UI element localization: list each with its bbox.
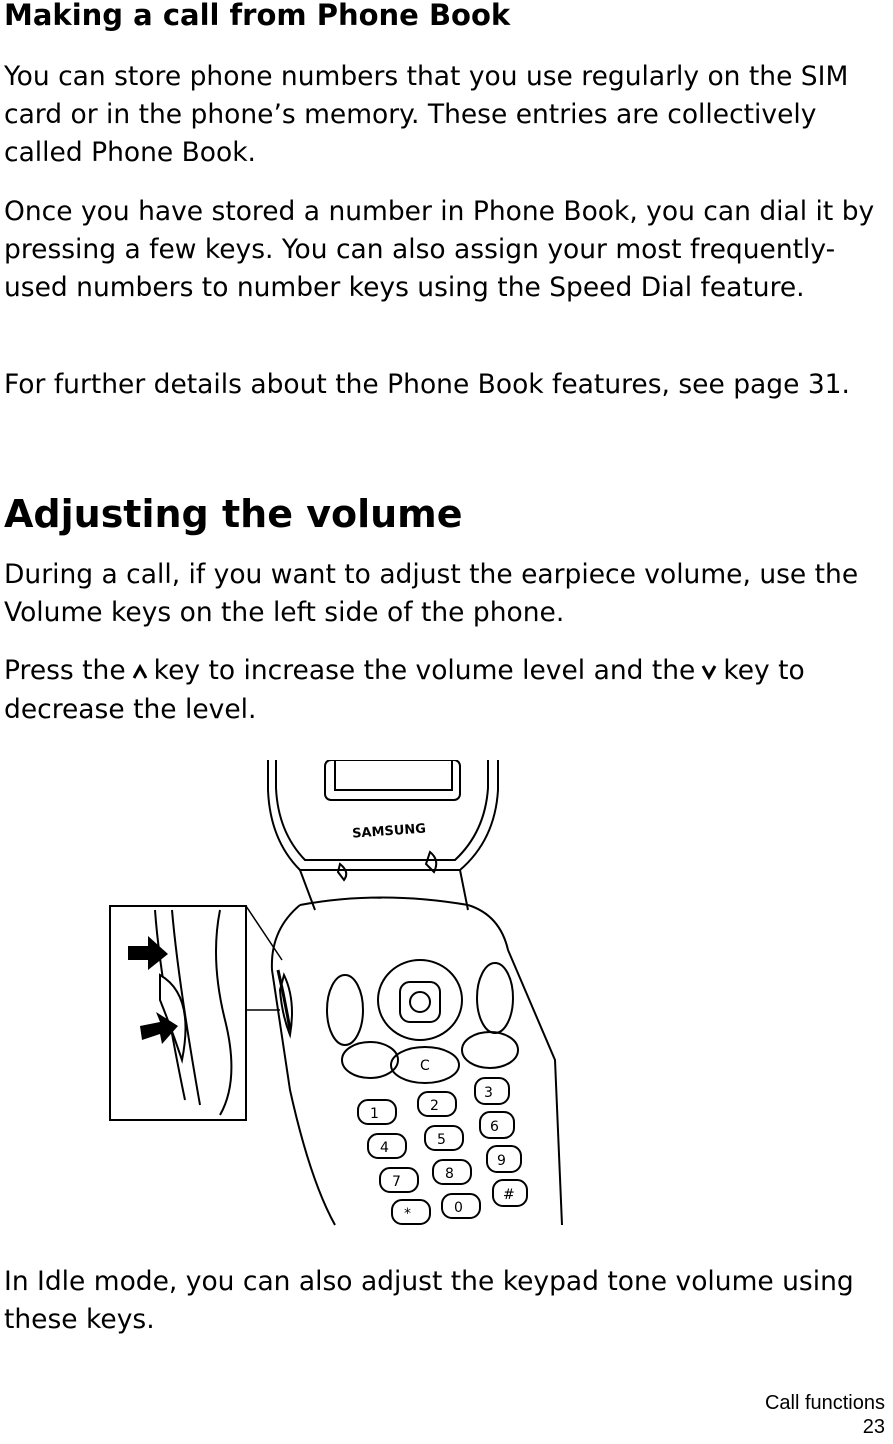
paragraph-idle-mode: In Idle mode, you can also adjust the keypad tone volume using these keys. (4, 1266, 854, 1335)
volume-keys-inset (110, 906, 292, 1120)
paragraph-phone-book-dial: Once you have stored a number in Phone Book, you can dial it by pressing a few keys. You can also assign your most frequently-used numbers to number keys using the Speed Dial feature. (4, 196, 875, 303)
page-number: 23 (862, 1416, 885, 1438)
key-6: 6 (490, 1119, 499, 1135)
key-9: 9 (497, 1153, 506, 1169)
key-5: 5 (437, 1132, 446, 1148)
key-star: * (404, 1206, 411, 1222)
volume-up-icon (132, 653, 148, 691)
key-4: 4 (380, 1140, 389, 1156)
paragraph-phone-book-intro: You can store phone numbers that you use regularly on the SIM card or in the phone’s memory. These entries are collectively called Phone Book. (4, 61, 849, 168)
paragraph-volume-press (4, 652, 889, 729)
key-2: 2 (430, 1098, 439, 1114)
phone-illustration (100, 760, 580, 1230)
brand-label: SAMSUNG (351, 821, 427, 842)
section-title-volume: Adjusting the volume (4, 492, 463, 536)
footer-section-name: Call functions (764, 1392, 885, 1414)
key-hash: # (503, 1187, 515, 1203)
key-7: 7 (392, 1174, 401, 1190)
phone-flip-top (268, 760, 498, 910)
press-text-a: Press the (4, 655, 126, 686)
paragraph-volume-keys: During a call, if you want to adjust the earpiece volume, use the Volume keys on the left side of the phone. (4, 559, 859, 628)
press-text-c: key to decrease the level. (4, 655, 805, 725)
paragraph-phone-book-see: For further details about the Phone Book features, see page 31. (4, 369, 850, 400)
phone-keypad (358, 1058, 527, 1224)
key-0: 0 (454, 1200, 463, 1216)
press-text-b: key to increase the volume level and the (153, 655, 696, 686)
key-1: 1 (370, 1106, 379, 1122)
key-8: 8 (445, 1166, 454, 1182)
key-clear: C (420, 1058, 430, 1074)
section-title-phone-book: Making a call from Phone Book (4, 0, 511, 32)
key-3: 3 (484, 1085, 493, 1101)
volume-down-icon (701, 653, 717, 691)
